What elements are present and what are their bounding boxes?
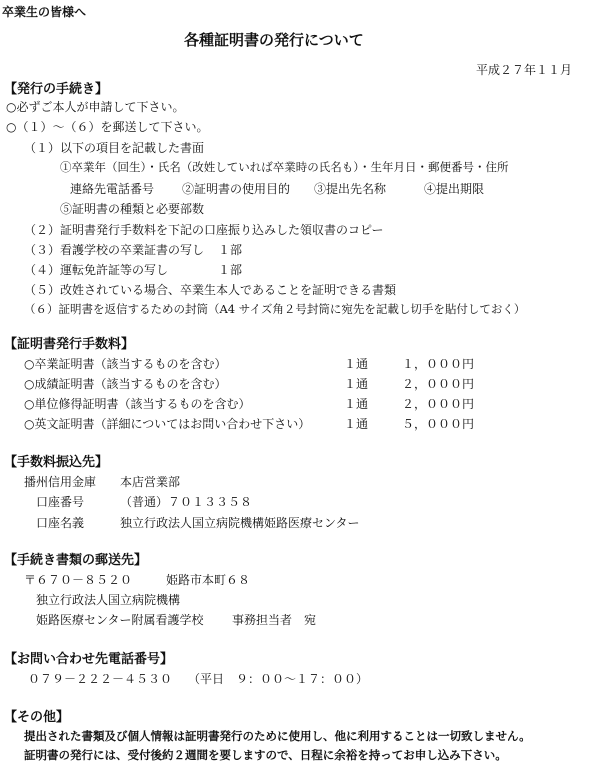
mail-organization: 独立行政法人国立病院機構	[36, 593, 181, 607]
procedure-sub-2-recipient: ③提出先名称	[314, 182, 387, 196]
fee-name: ○成績証明書（該当するものを含む）	[24, 377, 227, 391]
procedure-sub-3: ⑤証明書の種類と必要部数	[60, 202, 205, 216]
account-number-value: （普通）７０１３３５８	[120, 495, 253, 509]
procedure-item-2: （２）証明書発行手数料を下記の口座振り込みした領収書のコピー	[24, 223, 384, 237]
mail-address: 姫路市本町６８	[166, 573, 251, 587]
fee-price: ２，０００円	[402, 377, 475, 391]
fee-name: ○卒業証明書（該当するものを含む）	[24, 357, 227, 371]
account-heading: 【手数料振込先】	[4, 455, 109, 470]
phone-hours: （平日 ９：００～１７：００）	[188, 672, 369, 686]
bank-branch: 本店営業部	[120, 475, 181, 489]
other-heading: 【その他】	[4, 710, 70, 725]
bank-name: 播州信用金庫	[24, 475, 97, 489]
other-line-2: 証明書の発行には、受付後約２週間を要しますので、日程に余裕を持ってお申し込み下さい。	[24, 748, 507, 762]
other-line-1: 提出された書類及び個人情報は証明書発行のために使用し、他に利用することは一切致しません。	[24, 729, 531, 743]
procedure-item-5: （５）改姓されている場合、卒業生本人であることを証明できる書類	[24, 283, 397, 297]
fee-name: ○英文証明書（詳細についてはお問い合わせ下さい）	[24, 417, 311, 431]
phone-number: ０７９－２２２－４５３０	[28, 672, 173, 686]
procedure-line-1: ○必ずご本人が申請して下さい。	[6, 100, 185, 114]
fee-price: １，０００円	[402, 357, 475, 371]
fee-qty: １通	[344, 357, 369, 371]
phone-heading: 【お問い合わせ先電話番号】	[4, 652, 174, 667]
issue-date: 平成２７年１１月	[476, 63, 573, 77]
account-number-label: 口座番号	[36, 495, 85, 509]
procedure-line-2: ○（１）～（６）を郵送して下さい。	[6, 120, 209, 134]
procedure-heading: 【発行の手続き】	[4, 82, 109, 97]
procedure-sub-1: ①卒業年（回生）・氏名（改姓していれば卒業時の氏名も）・生年月日・郵便番号・住所	[60, 160, 509, 174]
account-name-value: 独立行政法人国立病院機構姫路医療センター	[120, 516, 360, 530]
fee-price: ５，０００円	[402, 417, 475, 431]
fee-name: ○単位修得証明書（該当するものを含む）	[24, 397, 251, 411]
fee-price: ２，０００円	[402, 397, 475, 411]
postal-code: 〒６７０－８５２０	[24, 573, 133, 587]
fee-qty: １通	[344, 417, 369, 431]
procedure-item-4: （４）運転免許証等の写し	[24, 263, 169, 277]
page-title: 各種証明書の発行について	[184, 31, 364, 49]
greeting: 卒業生の皆様へ	[2, 5, 87, 19]
account-name-label: 口座名義	[36, 516, 85, 530]
mail-school: 姫路医療センター附属看護学校	[36, 613, 204, 627]
mail-heading: 【手続き書類の郵送先】	[4, 553, 148, 568]
procedure-item-3: （３）看護学校の卒業証書の写し	[24, 243, 205, 257]
procedure-item-6: （６）証明書を返信するための封筒（A4 サイズ角２号封筒に宛先を記載し切手を貼付しておく）	[24, 302, 526, 316]
procedure-sub-2-phone: 連絡先電話番号	[70, 182, 155, 196]
procedure-sub-2-deadline: ④提出期限	[424, 182, 485, 196]
fee-qty: １通	[344, 377, 369, 391]
fees-heading: 【証明書発行手数料】	[4, 337, 135, 352]
procedure-sub-2-purpose: ②証明書の使用目的	[182, 182, 291, 196]
fee-qty: １通	[344, 397, 369, 411]
procedure-item-1: （１）以下の項目を記載した書面	[24, 141, 205, 155]
procedure-item-3-count: １部	[218, 243, 243, 257]
procedure-item-4-count: １部	[218, 263, 243, 277]
mail-attention: 事務担当者 宛	[232, 613, 317, 627]
